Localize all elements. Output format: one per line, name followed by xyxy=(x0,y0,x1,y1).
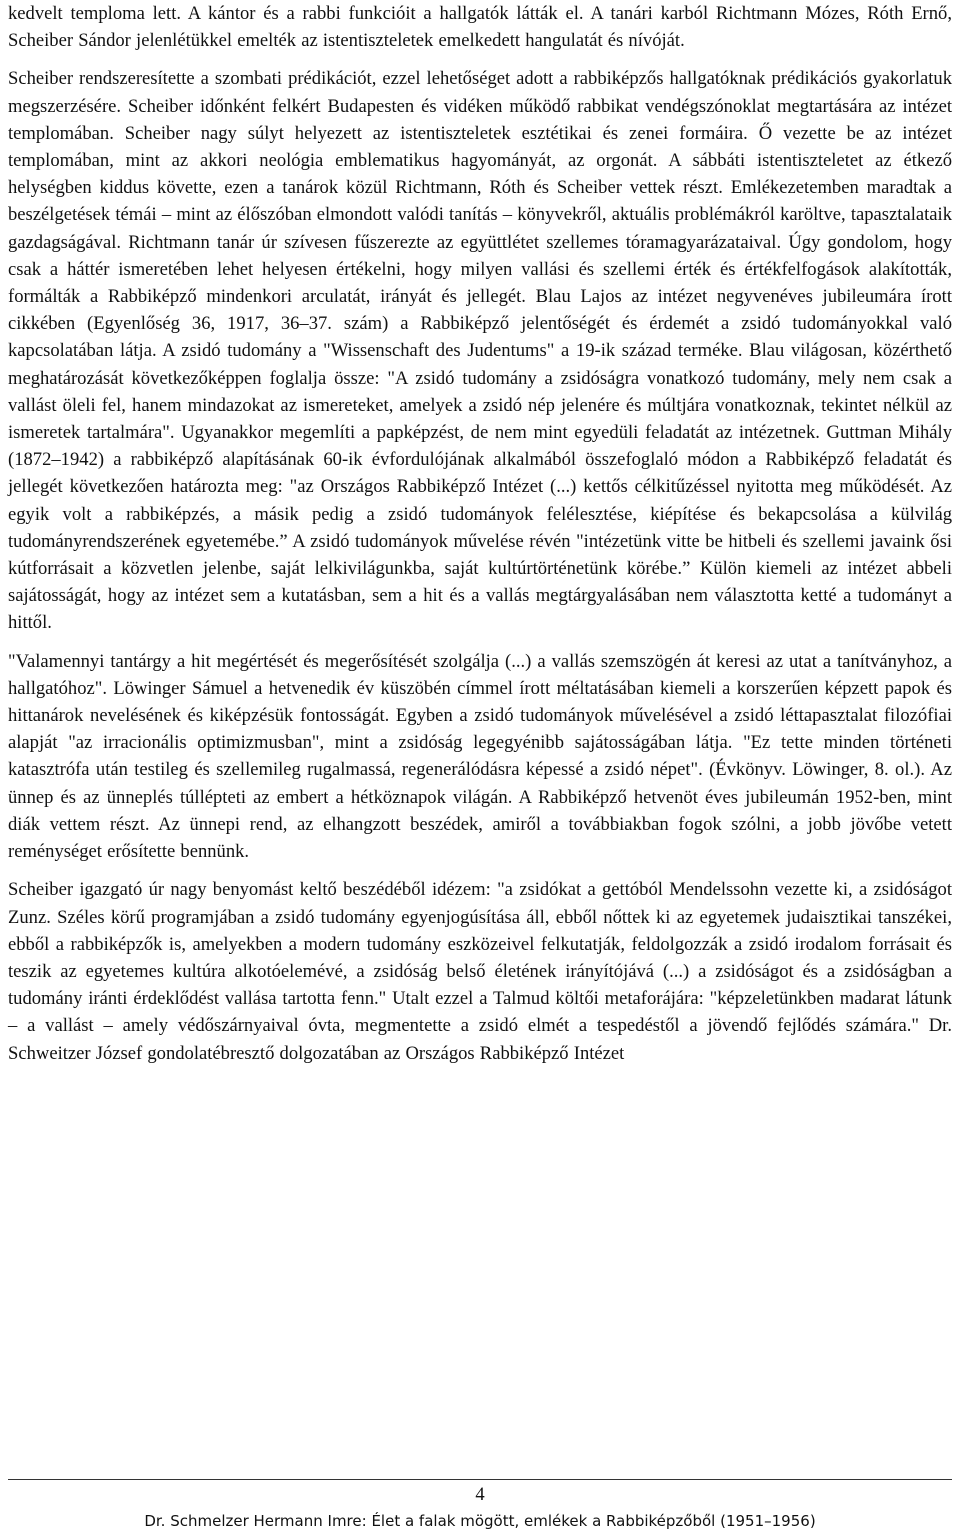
footer-divider xyxy=(8,1479,952,1480)
paragraph-2: Scheiber rendszeresítette a szombati prédikációt, ezzel lehetőséget adott a rabbiképzős hallgatóknak prédikációs gyakorlatuk megszerzésére. Scheiber időnként felkért Budapesten és vidéken működő rabbikat vendégszónoklat megtartására az intézet templomában. Scheiber nagy súlyt helyezett az istentiszteletek esztétikai és zenei formáira. Ő vezette be az intézet templomában, mint az akkori neológia emblematikus hagyományát, az orgonát. A sábbáti istentiszteletet az étkező helységben kiddus követte, ezen a tanárok közül Richtmann, Róth és Scheiber vettek részt. Emlékezetemben maradtak a beszélgetések témái – mint az élőszóban elmondott valódi tanítás – könyvekről, aktuális problémákról karöltve, tapasztalataik gazdagságával. Richtmann tanár úr szívesen fűszerezte az együttlétet szellemes tóramagyarázataival. Úgy gondolom, hogy csak a háttér ismeretében lehet helyesen értékelni, hogy milyen vallási és szellemi érték és értékfelfogások alakították, formálták a Rabbiképző mindenkori arculatát, irányát és jellegét. Blau Lajos az intézet negyvenéves jubileumára írott cikkében (Egyenlőség 36, 1917, 36–37. szám) a Rabbiképző jelentőségét és érdemét a zsidó tudományokkal való kapcsolatában látja. A zsidó tudomány a "Wissenschaft des Judentums" a 19-ik század terméke. Blau világosan, közérthető meghatározását következőképpen foglalja össze: "A zsidó tudomány a zsidóságra vonatkozó tudomány, mely nem csak a vallást öleli fel, hanem mindazokat az ismereteket, amelyek a zsidó nép jelenére és múltjára vonatkoznak, tekintet nélkül az ismeretek tartalmára". Ugyanakkor megemlíti a papképzést, de nem mint egyedüli feladatát az intézetnek. Guttman Mihály (1872–1942) a rabbiképző alapításának 60-ik évfordulójának alkalmából összefoglaló módon a Rabbiképző feladatát és jellegét következően határozta meg: "az Országos Rabbiképző Intézet (...) kettős célkitűzéssel nyitotta meg működését. Az egyik volt a rabbiképzés, a másik pedig a zsidó tudományok felélesztése, kiépítése és bekapcsolása a külvilág tudományrendszerének egyetemébe.” A zsidó tudományok művelése révén "intézetünk vitte be hitbeli és szellemi javaink ősi kútforrásait a közvetlen jelenbe, saját lelkivilágunkba, saját kultúrtörténetünk körébe.” Külön kiemeli az intézet abbeli sajátosságát, hogy az intézet sem a kutatásban, sem a hit és a vallás megtárgyalásában nem választotta ketté a tudományt a hittől. xyxy=(8,68,952,634)
document-body xyxy=(8,0,952,1067)
running-footer-title: Dr. Schmelzer Hermann Imre: Élet a falak mögött, emlékek a Rabbiképzőből (1951–1956) xyxy=(144,1512,816,1530)
page-number: 4 xyxy=(475,1484,485,1505)
paragraph-1: kedvelt temploma lett. A kántor és a rabbi funkcióit a hallgatók látták el. A tanári karból Richtmann Mózes, Róth Ernő, Scheiber Sándor jelenlétükkel emelték az istentiszteletek emelkedett hangulatát és nívóját. xyxy=(8,3,952,52)
paragraph-3: "Valamennyi tantárgy a hit megértését és megerősítését szolgálja (...) a vallás szemszögén át keresi az utat a tanítványhoz, a hallgatóhoz". Löwinger Sámuel a hetvenedik év küszöbén címmel írott méltatásában kiemeli a korszerűen képzett papok és hittanárok nevelésének és kiképzésük fontosságát. Egyben a zsidó tudományok művelésével a zsidó léttapasztalat filozófiai alapját "az irracionális optimizmusban", mint a zsidóság legegyénibb sajátosságában látja. "Ez tette minden történeti katasztrófa után testileg és szellemileg rugalmassá, regenerálódásra képessé a zsidó népet". (Évkönyv. Löwinger, 8. ol.). Az ünnep és az ünneplés túllépteti az embert a hétköznapok világán. A Rabbiképző hetvenöt éves jubileumán 1952-ben, mint diák vettem részt. Az ünnepi rend, az elhangzott beszédek, amiről a továbbiakban fogok szólni, a jobb jövőbe vetett reménységet erősítette bennünk. xyxy=(8,650,952,863)
paragraph-4: Scheiber igazgató úr nagy benyomást keltő beszédéből idézem: "a zsidókat a gettóból Mendelssohn vezette ki, a zsidóságot Zunz. Széles körű programjában a zsidó tudomány egyenjogúsítása áll, ebből nőttek ki az egyetemek judaisztikai tanszékei, ebből a rabbiképzők is, amelyekben a modern tudomány eszközeivel felkutatják, feldolgozzák a zsidó irodalom forrásait és teszik az egyetemes kultúra alkotóelemévé, a zsidóság belső életének irányítójává (...) a zsidóságot és a zsidóságban a tudomány iránti érdeklődést vallása tartotta fenn." Utalt ezzel a Talmud költői metaforájára: "képzeletünkben madarat látunk – a vallást – amely védőszárnyaival óvta, megmentette a zsidó elmét a tespedéstől a jövendő fejlődés számára." Dr. Schweitzer József gondolatébresztő dolgozatában az Országos Rabbiképző Intézet xyxy=(8,879,952,1064)
